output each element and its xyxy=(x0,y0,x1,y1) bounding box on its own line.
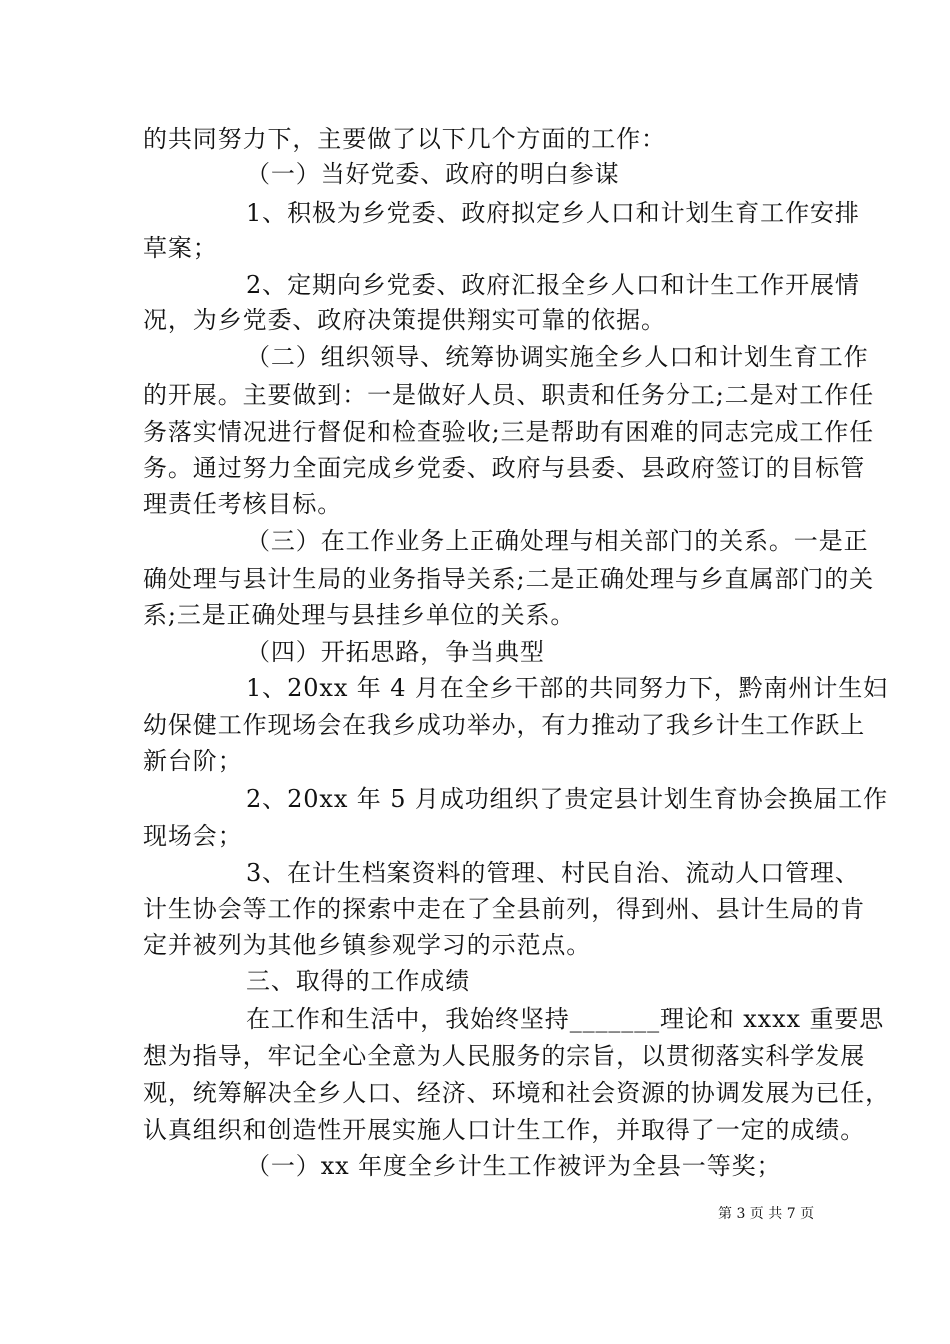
text-line: 认真组织和创造性开展实施人口计生工作，并取得了一定的成绩。 xyxy=(143,1116,866,1144)
text-line: 的共同努力下，主要做了以下几个方面的工作： xyxy=(143,125,666,153)
text-line: 在工作和生活中，我始终坚持_______理论和 xxxx 重要思 xyxy=(246,1005,885,1033)
section-heading: 三、取得的工作成绩 xyxy=(246,967,471,995)
text-line: 幼保健工作现场会在我乡成功举办，有力推动了我乡计生工作跃上 xyxy=(143,711,866,739)
text-line: 想为指导，牢记全心全意为人民服务的宗旨，以贯彻落实科学发展 xyxy=(143,1042,866,1070)
text-line: 定并被列为其他乡镇参观学习的示范点。 xyxy=(143,931,592,959)
text-line: 3、在计生档案资料的管理、村民自治、流动人口管理、 xyxy=(246,859,860,887)
text-line: 2、定期向乡党委、政府汇报全乡人口和计生工作开展情 xyxy=(246,271,860,299)
section-heading: （三）在工作业务上正确处理与相关部门的关系。一是正 xyxy=(246,527,869,555)
text-line: 现场会； xyxy=(143,822,243,850)
text-line: 况，为乡党委、政府决策提供翔实可靠的依据。 xyxy=(143,306,666,334)
text-line: 1、积极为乡党委、政府拟定乡人口和计划生育工作安排 xyxy=(246,199,860,227)
text-line: 的开展。主要做到：一是做好人员、职责和任务分工;二是对工作任 xyxy=(143,381,875,409)
text-line: 计生协会等工作的探索中走在了全县前列，得到州、县计生局的肯 xyxy=(143,895,866,923)
text-line: 系;三是正确处理与县挂乡单位的关系。 xyxy=(143,601,576,629)
text-line: 务落实情况进行督促和检查验收;三是帮助有困难的同志完成工作任 xyxy=(143,418,875,446)
section-heading: （一）xx 年度全乡计生工作被评为全县一等奖； xyxy=(246,1152,782,1180)
section-heading: （二）组织领导、统筹协调实施全乡人口和计划生育工作 xyxy=(246,343,869,371)
text-line: 草案； xyxy=(143,234,218,262)
text-line: 1、20xx 年 4 月在全乡干部的共同努力下，黔南州计生妇 xyxy=(246,674,889,702)
text-line: 2、20xx 年 5 月成功组织了贵定县计划生育协会换届工作 xyxy=(246,785,889,813)
text-line: 理责任考核目标。 xyxy=(143,490,343,518)
text-line: 确处理与县计生局的业务指导关系;二是正确处理与乡直属部门的关 xyxy=(143,565,875,593)
text-line: 观，统筹解决全乡人口、经济、环境和社会资源的协调发展为已任， xyxy=(143,1079,890,1107)
section-heading: （四）开拓思路，争当典型 xyxy=(246,638,545,666)
page-number: 第 3 页 共 7 页 xyxy=(718,1206,815,1222)
text-line: 新台阶； xyxy=(143,747,243,775)
text-line: 务。通过努力全面完成乡党委、政府与县委、县政府签订的目标管 xyxy=(143,454,866,482)
section-heading: （一）当好党委、政府的明白参谋 xyxy=(246,160,620,188)
